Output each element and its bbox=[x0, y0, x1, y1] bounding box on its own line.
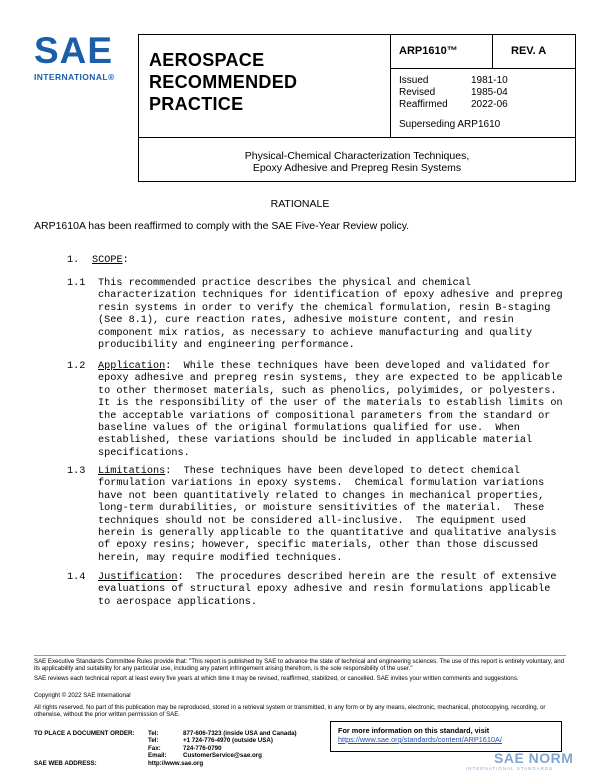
document-header bbox=[138, 34, 576, 182]
document-dates bbox=[391, 69, 575, 137]
web-address-link[interactable]: http://www.sae.org bbox=[148, 759, 204, 767]
footer-review-note: SAE reviews each technical report at least every five years at which time it may be revised, reaffirmed, stabilized, or cancelled. SAE invites your written comments and suggestions. bbox=[34, 675, 519, 682]
section-heading-scope: SCOPE: bbox=[92, 255, 129, 266]
justification-title: Justification bbox=[98, 572, 178, 583]
document-type-line1: AEROSPACE bbox=[149, 50, 265, 70]
revision-label: REV. A bbox=[493, 35, 575, 69]
subtitle-line1: Physical-Chemical Characterization Techniques, bbox=[244, 150, 470, 162]
section-number-1: 1. bbox=[67, 255, 80, 266]
document-type bbox=[139, 35, 391, 137]
watermark-logo: SAE NORM bbox=[494, 750, 574, 766]
email-link[interactable]: CustomerService@sae.org bbox=[183, 752, 262, 760]
date-issued: Issued 1981-10 bbox=[399, 75, 508, 86]
sae-logo bbox=[34, 32, 130, 82]
paragraph-scope: This recommended practice describes the physical and chemical characterization techniques for identification of epoxy adhesive and prepreg resin systems in order to verify the chemical formulation, resin B-staging (See 8.1), cure reaction rates, adhesive moisture content, and resin component mix ratios, as necessary to achieve manufacturing and quality producibility and engineering performance. bbox=[98, 278, 563, 352]
paragraph-justification: Justification: The procedures described herein are the result of extensive evaluations of structural epoxy adhesive and resin formulations applicable to aerospace applications. bbox=[98, 572, 557, 608]
date-revised: Revised 1985-04 bbox=[399, 87, 508, 98]
watermark-subtext: INTERNATIONAL STANDARDS bbox=[466, 766, 554, 771]
order-contact-block: TO PLACE A DOCUMENT ORDER: Tel: 877-606-7323 (inside USA and Canada) Tel: +1 724-776-4970 (outside USA) Fax: 724-776-0790 Email: CustomerService@sae.org SAE WEB ADDRESS: http://www.sae.org bbox=[34, 730, 297, 767]
limitations-title: Limitations bbox=[98, 466, 166, 477]
document-number: ARP1610™ bbox=[391, 35, 493, 69]
more-info-heading: For more information on this standard, visit bbox=[338, 726, 490, 735]
date-reaffirmed: Reaffirmed 2022-06 bbox=[399, 99, 508, 110]
section-number-1-3: 1.3 bbox=[67, 466, 86, 477]
more-info-box bbox=[330, 721, 562, 752]
logo-mark: SAE bbox=[34, 30, 114, 71]
footer-rights: All rights reserved. No part of this publication may be reproduced, stored in a retrieval system or transmitted, in any form or by any means, electronic, mechanical, photocopying, recording, or otherwise, without the prior written permission of SAE. bbox=[34, 704, 546, 719]
logo-subtext: INTERNATIONAL® bbox=[34, 72, 115, 82]
footer-divider bbox=[34, 655, 566, 656]
footer-disclaimer: SAE Executive Standards Committee Rules provide that: "This report is published by SAE to advance the state of technical and engineering sciences. The use of this report is entirely voluntary, and its applicability and suitability for any particular use, including any patent infringement arising therefrom, is the sole responsibility of the user." bbox=[34, 658, 565, 673]
section-number-1-4: 1.4 bbox=[67, 572, 86, 583]
application-title: Application bbox=[98, 361, 166, 372]
footer-copyright: Copyright © 2022 SAE International bbox=[34, 692, 131, 699]
standard-link[interactable]: https://www.sae.org/standards/content/ARP1610A/ bbox=[338, 735, 502, 744]
paragraph-limitations: Limitations: These techniques have been developed to detect chemical formulation variations in epoxy systems. Chemical formulation variations have not been quantitatively related to changes in mechanical properties, long-term durabilities, or moisture sensitivities of the material. These techniques should not be considered all-inclusive. The equipment used herein is generally applicable to the quantitative and qualitative analysis of epoxy resins; however, specific materials, other than those discussed herein, may require modified techniques. bbox=[98, 466, 557, 564]
document-type-line2: RECOMMENDED PRACTICE bbox=[149, 72, 298, 114]
document-subtitle bbox=[139, 137, 575, 181]
section-number-1-2: 1.2 bbox=[67, 361, 86, 372]
rationale-text: ARP1610A has been reaffirmed to comply with the SAE Five-Year Review policy. bbox=[34, 220, 410, 232]
paragraph-application: Application: While these techniques have been developed and validated for epoxy adhesive and prepreg resin systems, they are expected to be applicable to other thermoset materials, such as phenolics, polyimides, or polyesters. It is the responsibility of the user of the materials to establish limits on the acceptable variations of compositional parameters from the standard or baseline values of the original formulations qualified for use. When established, these variations should be included in applicable material specifications. bbox=[98, 361, 563, 459]
rationale-heading: RATIONALE bbox=[270, 198, 330, 210]
superseding-note: Superseding ARP1610 bbox=[399, 119, 501, 130]
subtitle-line2: Epoxy Adhesive and Prepreg Resin Systems bbox=[252, 162, 462, 174]
section-number-1-1: 1.1 bbox=[67, 278, 86, 289]
